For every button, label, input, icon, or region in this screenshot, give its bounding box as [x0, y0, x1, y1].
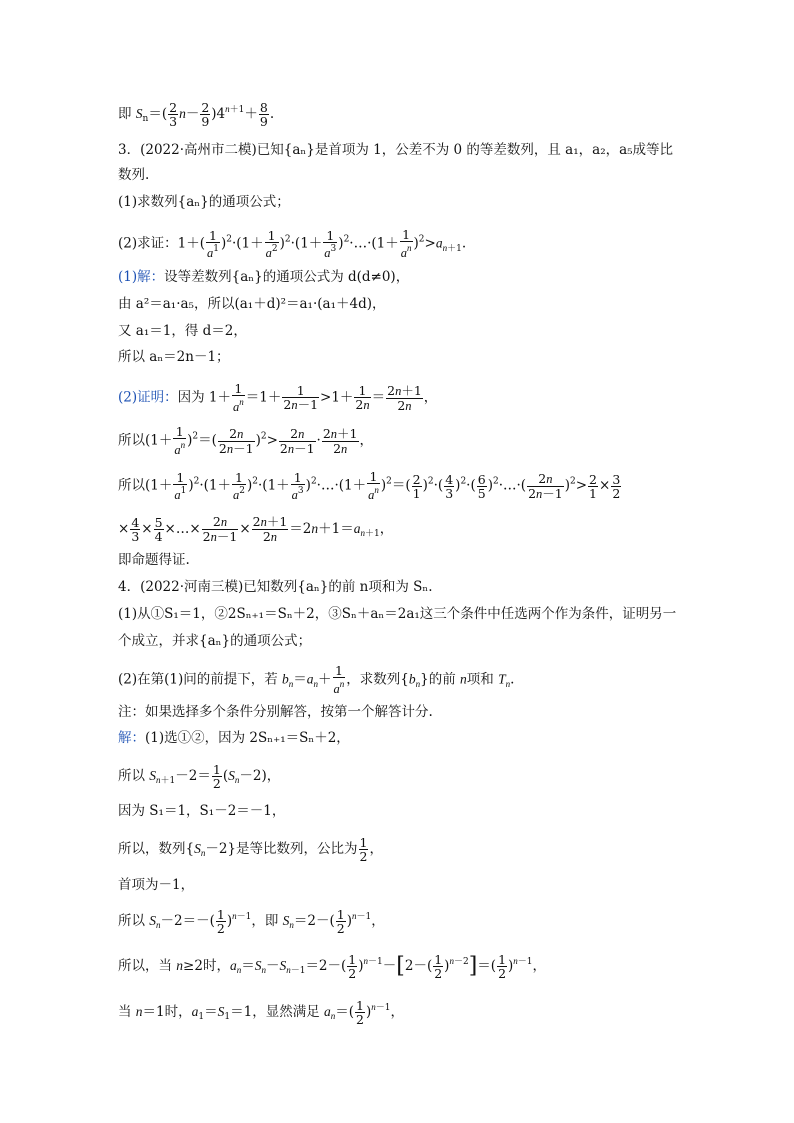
text-line: (1)从①S₁＝1，②2Sₙ₊₁＝Sₙ＋2，③Sₙ＋aₙ＝2a₁这三个条件中任选两个作为条件，证明另一	[118, 606, 677, 622]
solution-label: (1)解：	[118, 269, 165, 285]
text-line: 注：如果选择多个条件分别解答，按第一个解答计分.	[118, 704, 433, 720]
problem-3-statement: 3．(2022·高州市二模)已知{aₙ}是首项为 1，公差不为 0 的等差数列，且 a₁，a₂，a₅成等比	[118, 142, 674, 158]
problem-4-statement: 4．(2022·河南三模)已知数列{aₙ}的前 n项和为 Sₙ.	[118, 579, 433, 595]
text-line: 即命题得证.	[118, 552, 190, 568]
formula-line: 所以，当 n≥2时，$a_n=S_n-S_{n-1}=2-$( $\frac{1}{2}$ )$^{n-1}$－[2－( $\frac{1}{2}$ )$^{n-2}$]＝( $\frac{1}{2}$ )$^{n-1}$，	[118, 952, 547, 981]
text-line: 设等差数列{aₙ}的通项公式为 d(d≠0)，	[164, 269, 410, 285]
solution-line	[118, 729, 350, 747]
formula-line: 当 n＝1时，$a_1=S_1=1$，显然满足 $a_n=$( $\frac{1}{2}$ )$^{n-1}$，	[118, 998, 404, 1027]
text-line: (1)选①②，因为 2Sₙ₊₁＝Sₙ＋2，	[145, 730, 350, 746]
proof-label: (2)证明：	[118, 389, 178, 406]
formula-line: (2)证明：因为 1＋ $\frac{1}{a^n}$ ＝1＋ $\frac{1}{2n-1}$ >1＋ $\frac{1}{2n}$ ＝ $\frac{2n+1}{2n}$ ，	[118, 381, 438, 414]
text-line: 个成立，并求{aₙ}的通项公式；	[118, 633, 312, 649]
formula-line: (2)在第(1)问的前提下，若 $b_n=a_n+$ $\frac{1}{a^n}$ ，求数列$\{b_n\}$的前 n项和 $T_n$.	[118, 663, 515, 696]
text-line: 由 a²＝a₁·a₅，所以(a₁＋d)²＝a₁·(a₁＋4d)，	[118, 296, 386, 312]
text-line: 即 $S_n=$( $\frac{2}{3}$ n－ $\frac{2}{9}$ )$4^{n+1}+$ $\frac{8}{9}$ .	[118, 100, 275, 129]
formula-line: 所以(1＋ $\frac{1}{a^1}$ )$^2$·(1＋ $\frac{1}{a^2}$ )$^2$·(1＋ $\frac{1}{a^3}$ )$^2$·…·(1＋ $\frac{1}{a^n}$ )$^2$＝( $\frac{2}{1}$ )$^2$·( $\frac{4}{3}$ )$^2$·( $\frac{6}{5}$ )$^2$·…·( $\frac{2n}{2n-1}$ )$^2$> $\frac{2}{1}$ × $\frac{3}{2}$	[118, 469, 621, 502]
formula-line: 所以 $S_{n+1}-2=$ $\frac{1}{2}$ $(S_n-2)$，	[118, 762, 281, 791]
text-line: 首项为－1，	[118, 877, 195, 893]
solution-line	[118, 268, 409, 286]
solution-label: 解：	[118, 730, 145, 746]
formula-line: (2)求证：1＋( $\frac{1}{a^1}$ )$^2$·(1＋ $\frac{1}{a^2}$ )$^2$·(1＋ $\frac{1}{a^3}$ )$^2$·…·(1＋ $\frac{1}{a^n}$ )$^2>a_{n+1}$.	[118, 227, 467, 260]
formula-line: 所以 $S_n-2=-$( $\frac{1}{2}$ )$^{n-1}$，即 $S_n=2-$( $\frac{1}{2}$ )$^{n-1}$，	[118, 907, 385, 936]
formula-line: × $\frac{4}{3}$ × $\frac{5}{4}$ ×…× $\frac{2n}{2n-1}$ × $\frac{2n+1}{2n}$ $=2n+1=a_{n+1}$，	[118, 514, 394, 544]
text-line: 所以 aₙ＝2n－1；	[118, 349, 230, 365]
formula-line: 所以，数列$\{S_n-2\}$是等比数列，公比为 $\frac{1}{2}$ ，	[118, 835, 383, 864]
text-line: (1)求数列{aₙ}的通项公式；	[118, 194, 290, 210]
text-line: 因为 S₁＝1，S₁－2＝－1，	[118, 803, 286, 819]
text-line: 又 a₁＝1，得 d＝2，	[118, 323, 247, 339]
text-line: 数列.	[118, 167, 150, 183]
formula-line: 所以(1＋ $\frac{1}{a^n}$ )$^2$＝( $\frac{2n}{2n-1}$ )$^2$> $\frac{2n}{2n-1}$ · $\frac{2n+1}{2n}$ ，	[118, 424, 373, 457]
